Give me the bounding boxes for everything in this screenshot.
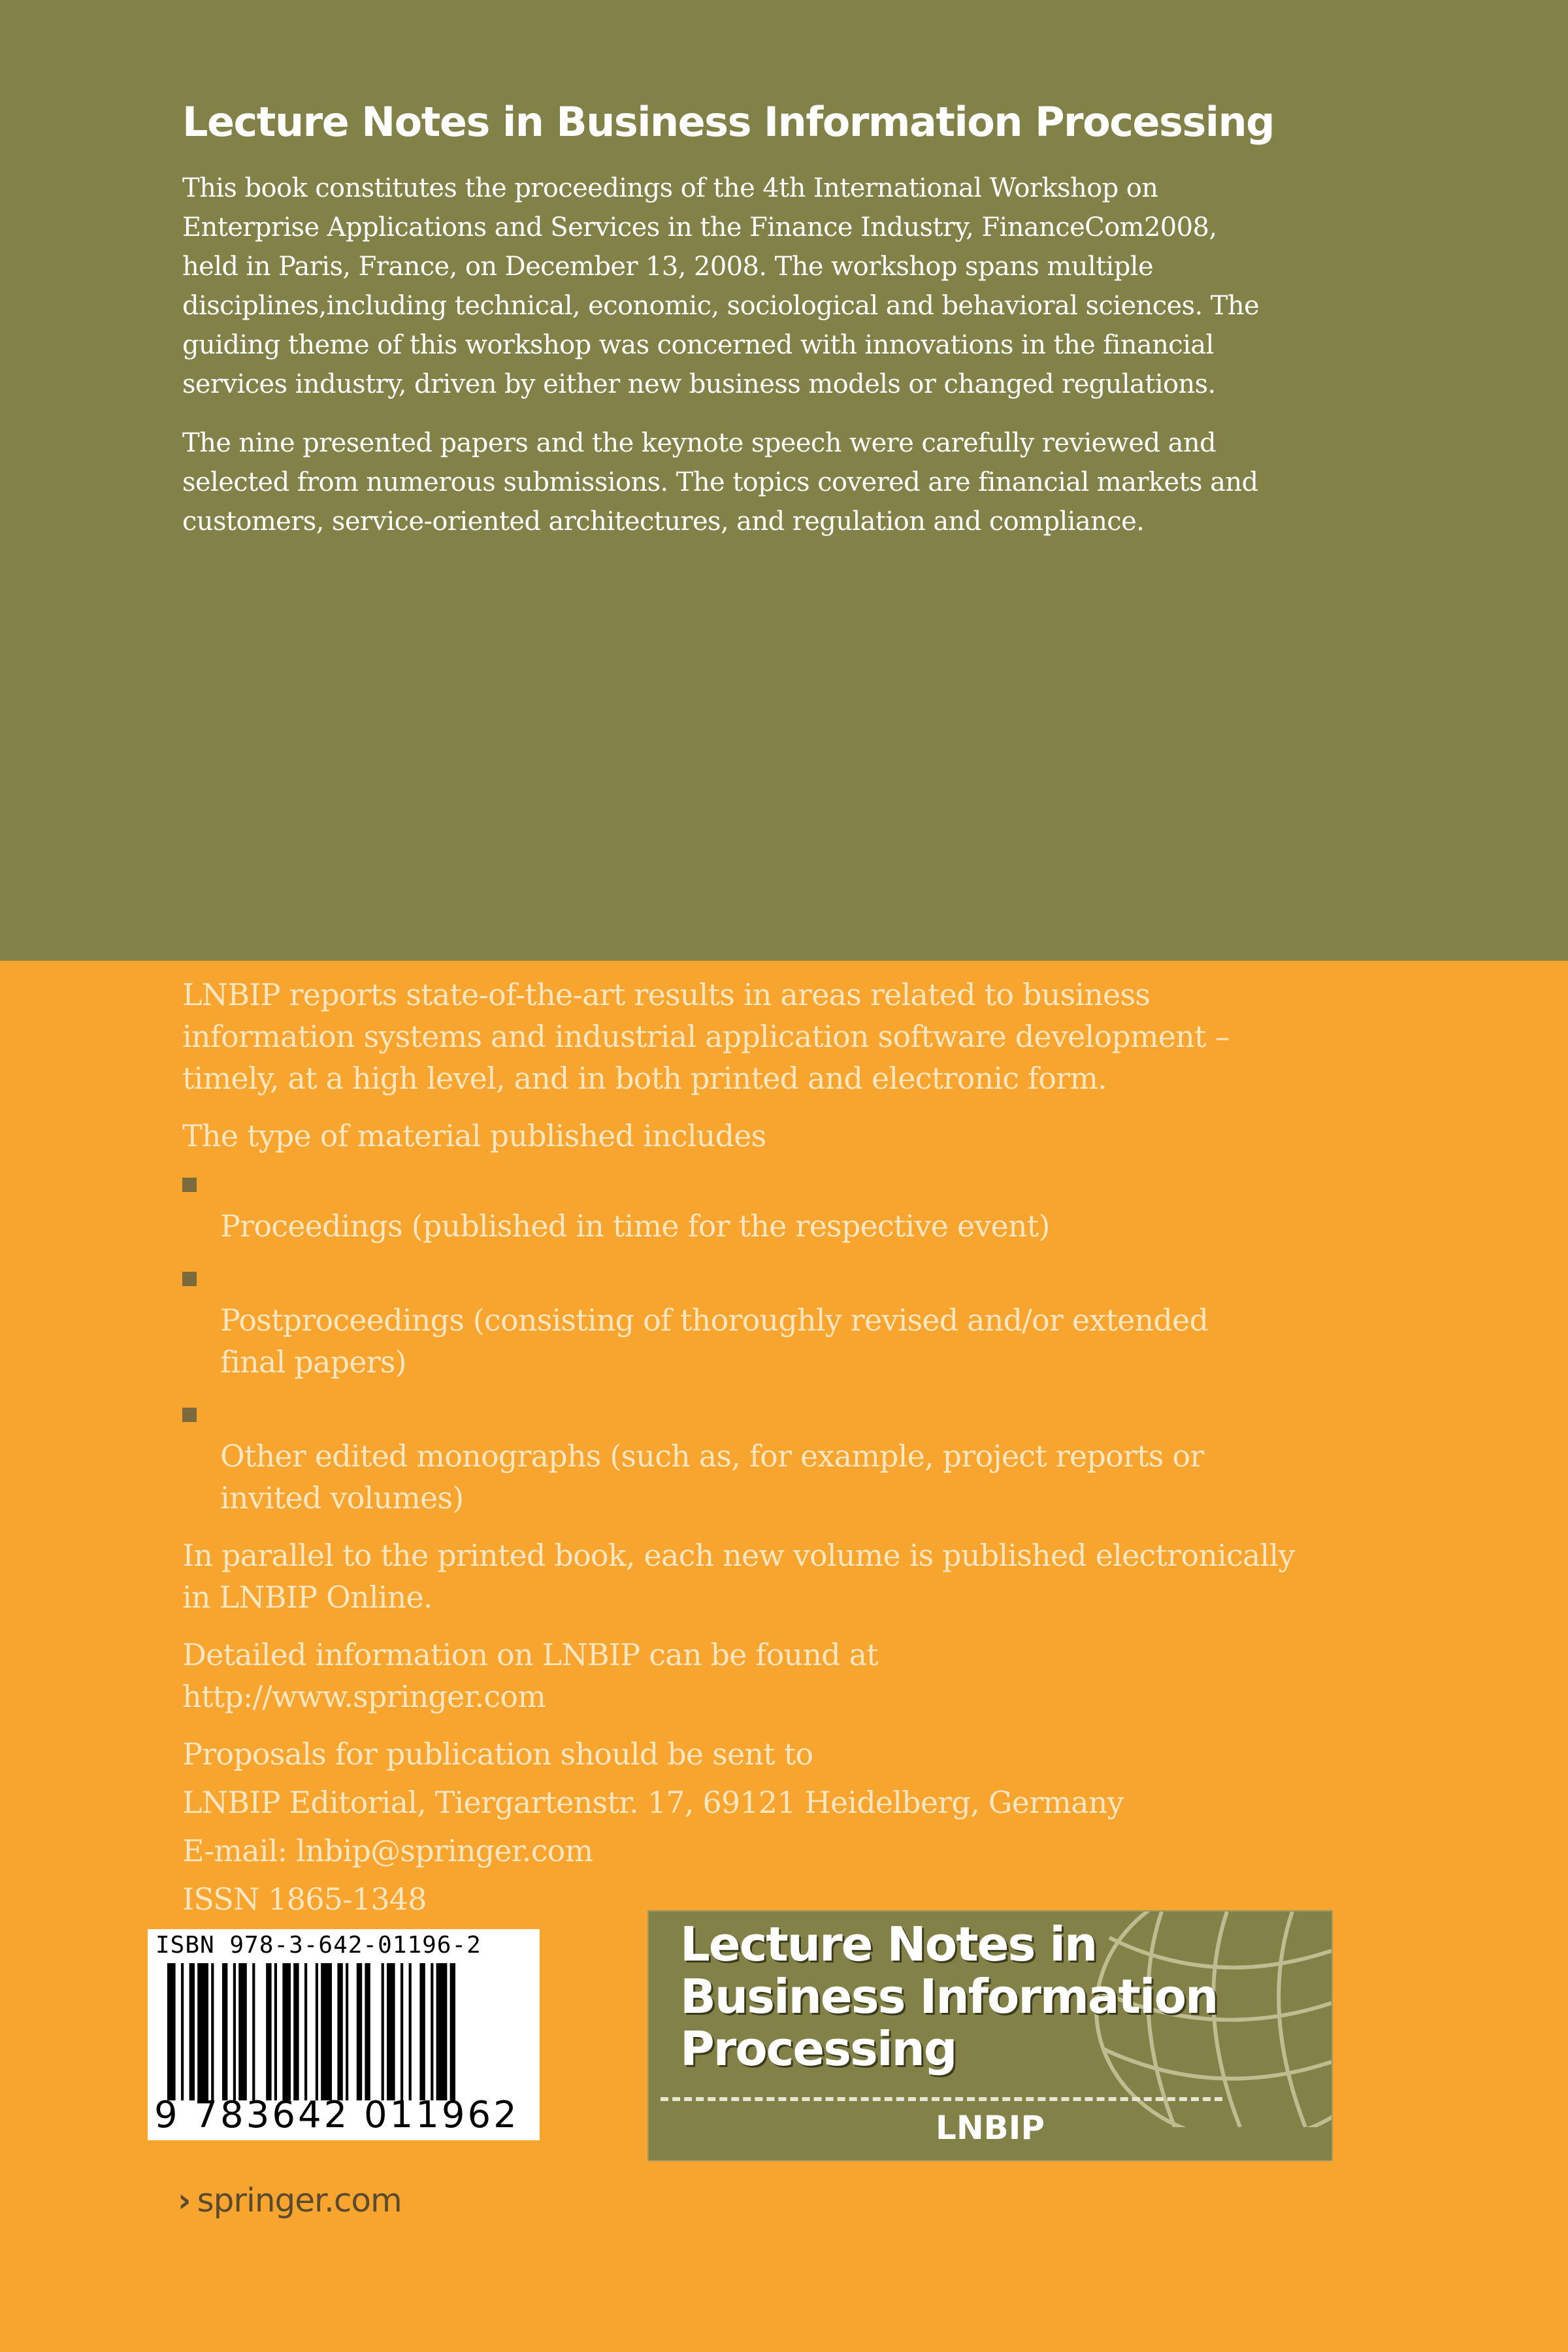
publisher-site: springer.com <box>197 2181 402 2219</box>
barcode-bar <box>316 1963 318 2100</box>
barcode-bar <box>400 1963 403 2100</box>
square-bullet-icon <box>182 1272 197 1286</box>
editorial-email: E-mail: lnbip@springer.com <box>182 1833 593 1868</box>
barcode-isbn-label: ISBN 978-3-642-01196-2 <box>155 1932 482 1959</box>
list-item <box>182 1257 1397 1383</box>
square-bullet-icon <box>182 1178 197 1192</box>
barcode-bar <box>222 1963 227 2100</box>
online-note: In parallel to the printed book, each new volume is published electronically in LNBIP Online. <box>182 1538 1295 1615</box>
logo-acronym: LNBIP <box>935 2109 1045 2147</box>
barcode-bar <box>357 1963 362 2100</box>
barcode-bar <box>181 1963 184 2100</box>
isbn-barcode <box>148 1929 540 2140</box>
barcode-bar <box>382 1963 384 2100</box>
barcode-bar <box>431 1963 433 2100</box>
barcode-digits: 9 783642 011962 <box>154 2094 519 2136</box>
barcode-bars <box>167 1963 520 2100</box>
barcode-bar <box>282 1963 291 2100</box>
lnbip-series-info <box>182 974 1397 1936</box>
barcode-bar <box>266 1963 271 2100</box>
abstract-paragraph-1: This book constitutes the proceedings of the 4th International Workshop on Enterprise Applications and Services in the Finance Industry, FinanceCom2008, held in Paris, France, on December 13, 2008. The workshop spans multiple disciplines,including technical, economic, sociological and behavioral sciences. The guiding theme of this workshop was concerned with innovations in the financial services industry, driven by either new business models or changed regulations. <box>182 173 1260 399</box>
list-item-text: Postproceedings (consisting of thoroughly revised and/or extended final papers) <box>220 1302 1209 1380</box>
list-item-text: Proceedings (published in time for the respective event) <box>220 1208 1050 1244</box>
book-abstract <box>182 169 1345 561</box>
abstract-paragraph-2: The nine presented papers and the keynote speech were carefully reviewed and selected from numerous submissions. The topics covered are financial markets and customers, service-oriented architectures, and regulation and compliance. <box>182 428 1258 537</box>
chevron-right-icon: › <box>178 2181 191 2219</box>
square-bullet-icon <box>182 1408 197 1422</box>
barcode-bar <box>436 1963 448 2100</box>
list-item <box>182 1163 1397 1247</box>
barcode-bar <box>337 1963 342 2100</box>
issn: ISSN 1865-1348 <box>182 1881 427 1917</box>
series-logo <box>649 1912 1331 2160</box>
lnbip-intro: LNBIP reports state-of-the-art results in areas related to business information systems and industrial application software development – timely, at a high level, and in both printed and electronic form. <box>182 977 1230 1096</box>
material-heading: The type of material published includes <box>182 1118 766 1153</box>
barcode-bar <box>211 1963 214 2100</box>
list-item <box>182 1393 1397 1519</box>
barcode-bar <box>293 1963 299 2100</box>
list-item-text: Other edited monographs (such as, for example, project reports or invited volumes) <box>220 1438 1204 1516</box>
logo-dashed-divider <box>661 2097 1222 2101</box>
material-list <box>182 1163 1397 1519</box>
logo-title: Lecture Notes in Business Information Processing <box>680 1917 1218 2076</box>
barcode-bar <box>233 1963 236 2100</box>
barcode-bar <box>197 1963 208 2100</box>
proposals-heading: Proposals for publication should be sent to <box>182 1736 813 1772</box>
barcode-bar <box>238 1963 247 2100</box>
barcode-bar <box>450 1963 455 2100</box>
barcode-bar <box>189 1963 195 2100</box>
editorial-address: LNBIP Editorial, Tiergartenstr. 17, 69121 Heidelberg, Germany <box>182 1785 1124 1820</box>
barcode-bar <box>409 1963 412 2100</box>
barcode-bar <box>167 1963 176 2100</box>
series-title: Lecture Notes in Business Information Processing <box>182 98 1275 146</box>
barcode-bar <box>274 1963 277 2100</box>
publisher-link[interactable] <box>178 2181 402 2219</box>
barcode-bar <box>304 1963 307 2100</box>
barcode-bar <box>321 1963 332 2100</box>
barcode-bar <box>252 1963 255 2100</box>
barcode-bar <box>419 1963 425 2100</box>
barcode-bar <box>365 1963 370 2100</box>
details-note: Detailed information on LNBIP can be found at http://www.springer.com <box>182 1637 878 1714</box>
barcode-bar <box>387 1963 395 2100</box>
barcode-bar <box>346 1963 348 2100</box>
